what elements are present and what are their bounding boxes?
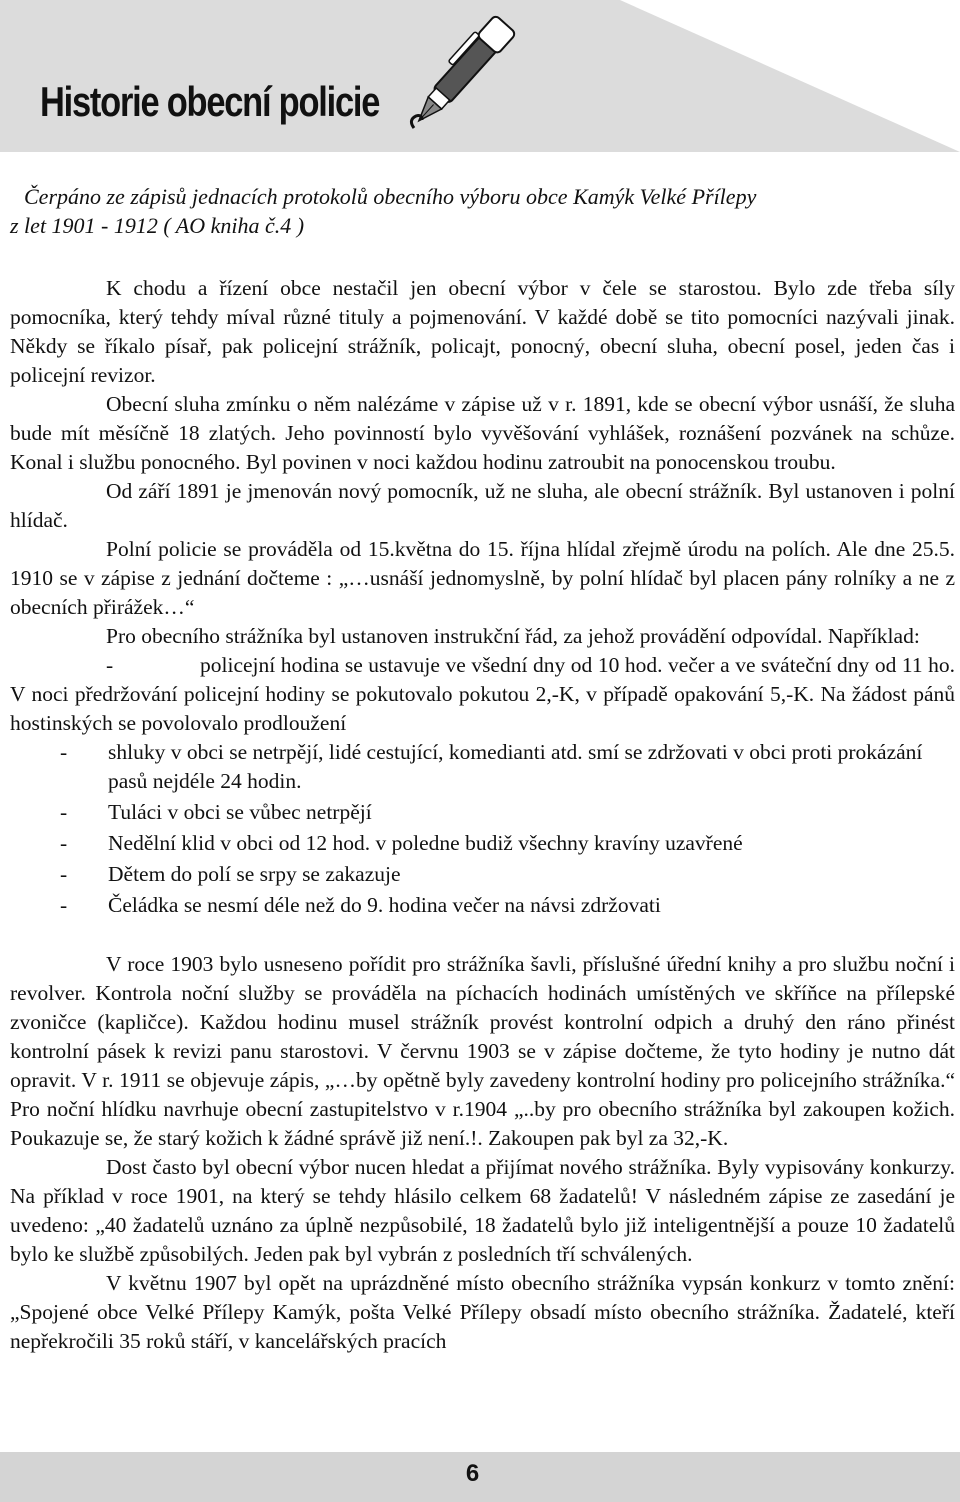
- source-note-line-1: Čerpáno ze zápisů jednacích protokolů obecního výboru obce Kamýk Velké Přílepy: [24, 184, 757, 209]
- list-item-text: Dětem do polí se srpy se zakazuje: [108, 862, 401, 886]
- list-item-text: Tuláci v obci se vůbec netrpějí: [108, 800, 372, 824]
- list-item: [10, 829, 955, 858]
- list-item: [10, 798, 955, 827]
- list-item: [10, 891, 955, 920]
- list-dash: -: [60, 740, 68, 764]
- article-body: [10, 182, 955, 1356]
- paragraph-kveten-1907: V květnu 1907 byl opět na uprázdněné místo obecního strážníka vypsán konkurz v tomto znění: „Spojené obce Velké Přílepy Kamýk, pošta Velké Přílepy obsadí místo obecního strážníka. Žadatelé, kteří nepřekročili 35 roků stáří, v kancelářských pracích: [10, 1271, 955, 1353]
- rule-policejni-hodina: [10, 651, 955, 738]
- fountain-pen-icon: [400, 0, 540, 140]
- paragraph-konkurzy: Dost často byl obecní výbor nucen hledat a přijímat nového strážníka. Byly vypisovány konkurzy. Na příklad v roce 1901, na který se tehdy hlásilo celkem 68 žadatelů! V následném zápise ze zasedání je uvedeno: „40 žadatelů uznáno za úplně nezpůsobilé, 18 žadatelů bylo již inteligentnější a pouze 10 žadatelů bylo ke službě způsobilých. Jeden pak byl vybrán z posledních tří schválených.: [10, 1155, 955, 1266]
- paragraph-sluha: Obecní sluha zmínku o něm nalézáme v zápise už v r. 1891, kde se obecní výbor usnáší, že sluha bude mít měsíčně 18 zlatých. Jeho povinností bylo vyvěšování vyhlášek, roznášení pozvánek na schůze. Konal i službu ponocného. Byl povinen v noci každou hodinu zatroubit na ponocenskou troubu.: [10, 392, 955, 474]
- paragraph-strazник: Od září 1891 je jmenován nový pomocník, už ne sluha, ale obecní strážník. Byl ustanoven i polní hlídač.: [10, 479, 955, 532]
- page-title: Historie obecní policie: [40, 78, 380, 125]
- paragraph-instrukcni-rad: Pro obecního strážníka byl ustanoven instrukční řád, za jehož provádění odpovídal. Například:: [106, 624, 920, 648]
- source-note: [10, 182, 955, 240]
- source-note-line-2: z let 1901 - 1912 ( AO kniha č.4 ): [10, 213, 305, 238]
- list-dash: -: [60, 893, 68, 917]
- rule-text: policejní hodina se ustavuje ve všední dny od 10 hod. večer a ve sváteční dny od 11 ho. V noci předržování policejní hodiny se pokutovalo pokutou 2,-K, v případě opakování 5,-K. Na žádost pánů hostinských se povolovalo prodloužení: [10, 653, 955, 735]
- paragraph-polni-policie: Polní policie se prováděla od 15.května do 15. října hlídal zřejmě úrodu na polích. Ale dne 25.5. 1910 se v zápise z jednání dočteme : „…usnáší jednomyslně, by polní hlídač byl placen pány rolníky a ne z obecních přirážek…“: [10, 537, 955, 619]
- paragraph-savle-1903: V roce 1903 bylo usneseno pořídit pro strážníka šavli, příslušné úřední knihy a pro službu noční i revolver. Kontrola noční služby se prováděla na píchacích hodinách umístěných ve skříňce na přílepské zvoničce (kapličce). Každou hodinu musel strážník provést kontrolní odpich a druhý den ráno přinést kontrolní pásek k revizi panu starostovi. V červnu 1903 se v zápise dočteme, že tyto hodiny je nutno dát opravit. V r. 1911 se objevuje zápis, „…by opětně byly zavedeny kontrolní hodiny pro policejního strážníka.“ Pro noční hlídku navrhuje obecní zastupitelstvo v r.1904 „..by pro obecního strážníka byl zakoupen kožich. Poukazuje se, že starý kožich k žádné správě již není.!. Zakoupen pak byl za 32,-K.: [10, 952, 955, 1150]
- rules-list: [10, 738, 955, 920]
- list-dash: -: [60, 800, 68, 824]
- list-item-text: shluky v obci se netrpějí, lidé cestující, komedianti atd. smí se zdržovati v obci proti prokázání pasů nejdéle 24 hodin.: [108, 740, 923, 793]
- list-dash: -: [60, 831, 68, 855]
- list-item: [10, 860, 955, 889]
- list-item-text: Čeládka se nesmí déle než do 9. hodina večer na návsi zdržovati: [108, 893, 661, 917]
- paragraph-helpers: K chodu a řízení obce nestačil jen obecní výbor v čele se starostou. Bylo zde třeba síly pomocníka, který tehdy míval různé tituly a pojmenování. V každé době se tito pomocníci nazývali jinak. Někdy se říkalo písař, pak policejní strážník, policajt, ponocný, obecní sluha, obecní posel, jeden čas i policejní revizor.: [10, 276, 955, 387]
- list-dash: -: [106, 653, 114, 677]
- list-item-text: Nedělní klid v obci od 12 hod. v poledne budiž všechny kravíny uzavřené: [108, 831, 743, 855]
- list-dash: -: [60, 862, 68, 886]
- page-number: 6: [465, 1460, 480, 1487]
- list-item: [10, 738, 955, 796]
